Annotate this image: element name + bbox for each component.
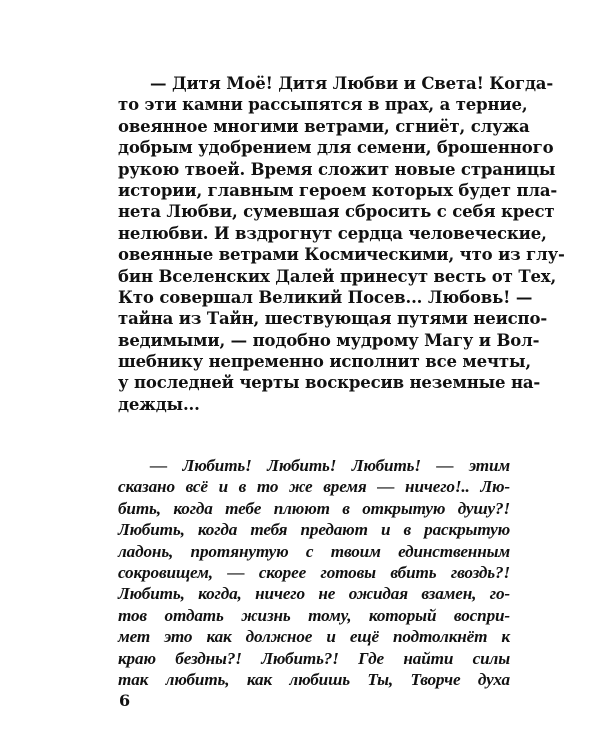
text-line: овеянные ветрами Космическими, что из глу- [118,245,565,265]
text-line: сокровищем, — скорее готовы вбить гвоздь?! [118,562,510,582]
paragraph-regular [118,73,565,415]
text-line: овеянное многими ветрами, сгниёт, служа [118,116,530,136]
page-number: 6 [119,691,131,710]
text-line: — Дитя Моё! Дитя Любви и Света! Когда- [150,74,554,93]
text-line: бин Вселенских Далей принесут весть от Тех, [118,266,557,286]
text-line: у последней черты воскресив неземные на- [118,373,541,393]
text-line: добрым удобрением для семени, брошенного [118,138,554,158]
paragraph-italic [118,455,510,690]
text-line: сказано всё и в то же время — ничего!.. Лю- [118,477,510,497]
text-line: бить, когда тебе плюют в открытую душу?! [118,498,510,518]
text-line: ведимыми, — подобно мудрому Магу и Вол- [118,330,540,350]
text-line: нелюбви. И вздрогнут сердца человеческие, [118,223,547,243]
text-line: краю бездны?! Любить?! Где найти силы [118,648,510,668]
text-line: мет это как должное и ещё подтолкнёт к [118,627,510,647]
text-line: то эти камни рассыпятся в прах, а терние, [118,95,528,115]
text-line: дежды... [118,394,200,414]
text-line: шебнику непременно исполнит все мечты, [118,352,531,372]
text-line: ладонь, протянутую с твоим единственным [118,541,510,561]
text-line: истории, главным героем которых будет пла- [118,180,558,200]
text-line: так любить, как любишь Ты, Творче духа [118,669,510,689]
text-line: тов отдать жизнь тому, который воспри- [118,605,510,625]
text-line: Любить, когда тебя предают и в раскрытую [118,520,510,540]
text-line: нета Любви, сумевшая сбросить с себя крест [118,202,555,222]
text-line: Кто совершал Великий Посев... Любовь! — [118,287,533,307]
text-line: — Любить! Любить! Любить! — этим [150,456,510,475]
text-line: тайна из Тайн, шествующая путями неиспо- [118,309,548,329]
text-line: Любить, когда, ничего не ожидая взамен, го- [118,584,510,604]
text-line: рукою твоей. Время сложит новые страницы [118,159,556,179]
